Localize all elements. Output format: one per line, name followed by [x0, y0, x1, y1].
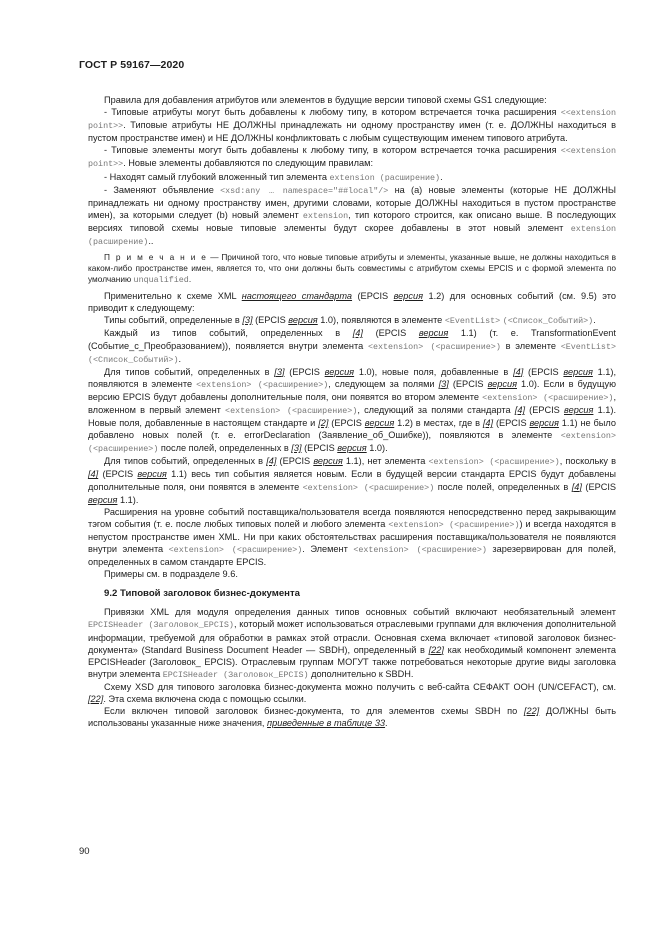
link-version[interactable]: версия [487, 378, 517, 389]
paragraph-attribute-rule: - Типовые атрибуты могут быть добавлены к любому типу, в котором встречается точка расширения <<extension point>>. Типовые атрибуты НЕ ДОЛЖНЫ принадлежать ни одному пространству имен (т. е. ДОЛЖНЫ находиться в пустом пространстве имен) и НЕ ДОЛЖНЫ конфликтовать с любым существующим именем типового атрибута. [88, 107, 616, 144]
link-version[interactable]: версия [364, 418, 395, 429]
link-this-standard[interactable]: настоящего стандарта [241, 291, 353, 302]
paragraph-rule-find: - Находят самый глубокий вложенный тип элемента extension (расширение). [104, 171, 443, 183]
paragraph-transformation-event: Каждый из типов событий, определенных в [4] (EPCIS версия 1.1) (т. е. TransformationEvent (Событие_с_Преобразованием)), появляется внутри элемента <extension> (<расширение>) в элементе <EventList> (<Список_Событий>). [88, 328, 617, 365]
section-heading: 9.2 Типовой заголовок бизнес-документа [104, 588, 300, 600]
paragraph-examples: Примеры см. в подразделе 9.6. [104, 569, 238, 580]
paragraph-vendor-extensions: Расширения на уровне событий поставщика/пользователя всегда появляются непосредственно перед закрывающим тэгом события (т. е. после любых типовых полей и любого элемента <extension> (<расширение>)) и всегда находятся в непустом пространстве имен XML. Ни при каких обстоятельствах расширения поставщика/пользователя не появляются внутри элемента <extension> (<расширение>). Элемент <extension> (<расширение>) зарезервирован для полей, определенных в самом стандарте EPCIS. [88, 506, 617, 568]
note-paragraph: П р и м е ч а н и е — Причиной того, что новые типовые атрибуты и элементы, указанные выше, не должны находиться в каком-либо пространстве имен, является то, что они должны быть совместимы с атрибутом схемы EPCIS и с формой элемента по умолчанию unqualified. [88, 252, 616, 286]
paragraph-event-types: Типы событий, определенные в [3] (EPCIS версия 1.0), появляются в элементе <EventList> (<Список_Событий>). [104, 315, 596, 327]
paragraph-new-fields: Для типов событий, определенных в [3] (EPCIS версия 1.0), новые поля, добавленные в [4] (EPCIS версия 1.1), появляются в элементе <extension> (<расширение>), следующем за полями [3] (EPCIS версия 1.0). Если в будущую версию EPCIS будут добавлены дополнительные поля, они появятся во втором элементе <extension> (<расширение>), вложенном в первый элемент <extension> (<расширение>), следующий за полями стандарта [4] (EPCIS версия 1.1). Новые поля, добавленные в настоящем стандарте и [2] (EPCIS версия 1.2) в местах, где в [4] (EPCIS версия 1.1) не было добавлено новых полей (т. е. errorDeclaration (Заявление_об_Ошибке)), появляются в элементе <extension> (<расширение>) после полей, определенных в [3] (EPCIS версия 1.0). [88, 366, 617, 455]
paragraph-rules-intro: Правила для добавления атрибутов или элементов в будущие версии типовой схемы GS1 следующие: [104, 95, 547, 105]
page-content [88, 94, 616, 729]
ref-4[interactable]: [4] [513, 366, 524, 377]
paragraph-epcis-header: Привязки XML для модуля определения данных типов основных событий включают необязательный элемент EPCISHeader (Заголовок_EPCIS), который может использоваться отраслевыми группами для включения дополнительной информации, требуемой для обработки в рамках этой отрасли. Основная схема включает «типовой заголовок бизнес-документа» (Standard Business Document Header — SBDH), определенный в [22] как необходимый компонент элемента EPCISHeader (Заголовок_ EPCIS). Отраслевым группам МОГУТ также потребоваться некоторые другие виды заголовка внутри элемента EPCISHeader (Заголовок_EPCIS) дополнительно к SBDH. [88, 607, 617, 680]
paragraph-no-extension: Для типов событий, определенных в [4] (EPCIS версия 1.1), нет элемента <extension> (<расширение>), поскольку в [4] (EPCIS версия 1.1) весь тип события является новым. Если в будущей версии стандарта EPCIS будут добавлены дополнительные поля, они появятся в элементе <extension> (<расширение>) после полей, определенных в [4] (EPCIS версия 1.1). [88, 456, 617, 505]
ref-2[interactable]: [2] [318, 418, 329, 429]
link-version[interactable]: версия [337, 443, 367, 454]
ref-3[interactable]: [3] [291, 443, 302, 454]
paragraph-sbdh-values: Если включен типовой заголовок бизнес-документа, то для элементов схемы SBDH по [22] ДОЛЖНЫ быть использованы указанные ниже значения, приведенные в таблице 33. [88, 706, 617, 729]
ref-4[interactable]: [4] [88, 469, 99, 480]
ref-3[interactable]: [3] [242, 315, 253, 326]
standard-header: ГОСТ Р 59167—2020 [79, 59, 185, 71]
link-version[interactable]: версия [563, 366, 593, 377]
paragraph-element-rule: - Типовые элементы могут быть добавлены к любому типу, в котором встречается точка расширения <<extension point>>. Новые элементы добавляются по следующим правилам: [88, 145, 616, 170]
link-version[interactable]: версия [418, 328, 449, 339]
ref-22[interactable]: [22] [428, 644, 444, 655]
link-version[interactable]: версия [288, 315, 318, 326]
page-number: 90 [79, 846, 90, 857]
link-version[interactable]: версия [324, 366, 355, 377]
paragraph-xsd-schema: Схему XSD для типового заголовка бизнес-документа можно получить с веб-сайта СЕФАКТ ООН (UN/CEFACT), см. [22]. Эта схема включена сюда с помощью ссылки. [88, 681, 616, 705]
ref-22[interactable]: [22] [88, 694, 104, 705]
link-version[interactable]: версия [393, 291, 424, 302]
link-version[interactable]: версия [88, 494, 118, 505]
ref-4[interactable]: [4] [571, 481, 582, 492]
ref-4[interactable]: [4] [352, 328, 363, 339]
ref-4[interactable]: [4] [514, 404, 525, 415]
link-version[interactable]: версия [564, 404, 594, 415]
ref-3[interactable]: [3] [438, 378, 449, 389]
link-version[interactable]: версия [137, 469, 167, 480]
paragraph-xml-schema: Применительно к схеме XML настоящего стандарта (EPCIS версия 1.2) для основных событий (см. 9.5) это приводит к следующему: [88, 291, 616, 314]
ref-4[interactable]: [4] [482, 418, 494, 429]
ref-22[interactable]: [22] [523, 706, 540, 717]
ref-3[interactable]: [3] [274, 366, 285, 377]
link-version[interactable]: версия [529, 418, 559, 429]
paragraph-rule-replace: - Заменяют объявление <xsd:any … namespace="##local"/> на (a) новые элементы (которые НЕ ДОЛЖНЫ принадлежать ни одному пространству имен, другими словами, которые ДОЛЖНЫ находиться в пустом пространстве имен), за которыми следует (b) новый элемент extension, тип которого строится, как описано выше. В последующих версиях типовой схемы новые типовые элементы будут скорее добавлены в этот новый элемент extension (расширение).. [88, 184, 616, 248]
link-version[interactable]: версия [313, 456, 343, 467]
link-table-33[interactable]: приведенные в таблице 33 [267, 718, 386, 729]
ref-4[interactable]: [4] [266, 456, 277, 467]
